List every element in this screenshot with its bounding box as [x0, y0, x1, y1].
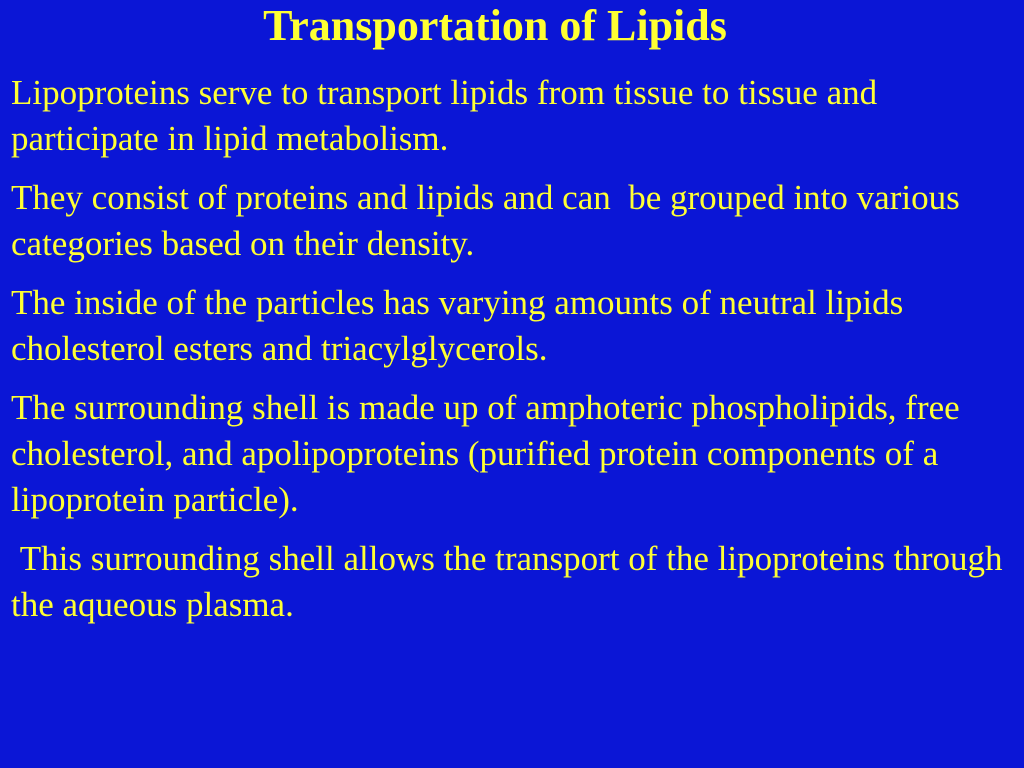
paragraph-lipoprotein-function: Lipoproteins serve to transport lipids from tissue to tissue and participate in lipid metabolism. [11, 73, 886, 158]
paragraph-particle-core: The inside of the particles has varying amounts of neutral lipids cholesterol esters and triacylglycerols. [11, 283, 913, 368]
paragraph-composition: They consist of proteins and lipids and can be grouped into various categories based on their density. [11, 178, 969, 263]
paragraph-shell-transport: This surrounding shell allows the transport of the lipoproteins through the aqueous plasma. [11, 539, 1012, 624]
slide-body [11, 70, 1016, 641]
slide-title: Transportation of Lipids [263, 1, 727, 50]
paragraph-surrounding-shell: The surrounding shell is made up of amphoteric phospholipids, free cholesterol, and apolipoproteins (purified protein components of a lipoprotein particle). [11, 388, 969, 519]
